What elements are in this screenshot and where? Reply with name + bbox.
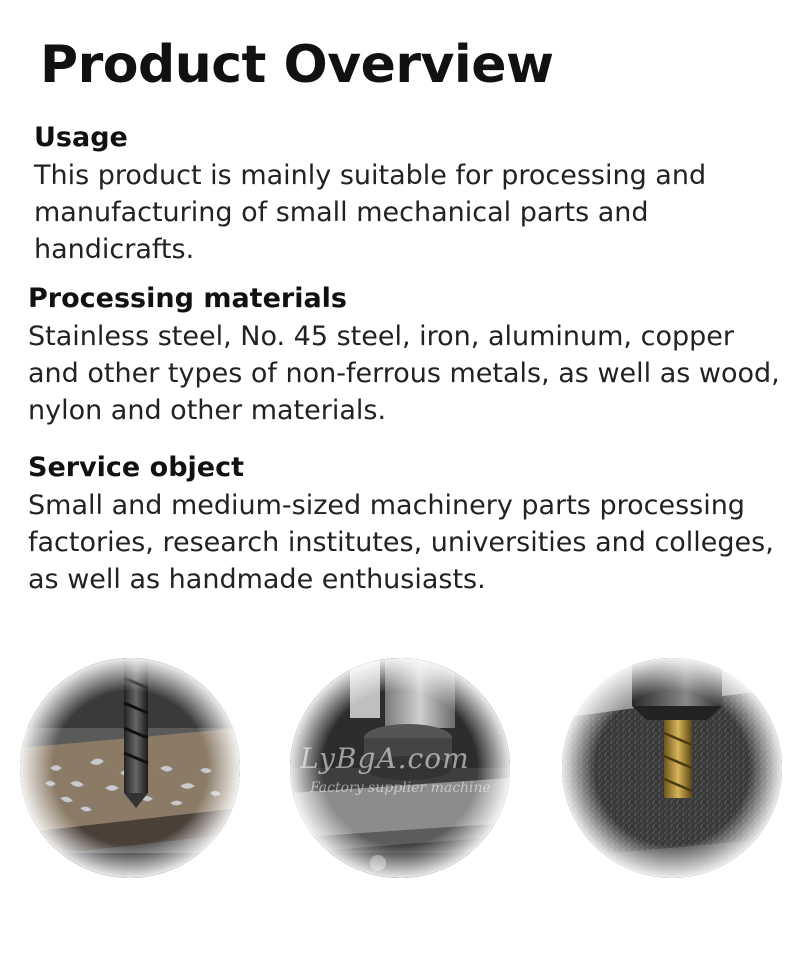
processing-materials-text: Stainless steel, No. 45 steel, iron, aluminum, copper and other types of non-ferrous metals, as well as wood, nylon and other materials. [28, 321, 780, 427]
watermark-subtext: Factory supplier machine [310, 780, 491, 796]
page-title: Product Overview [40, 35, 554, 95]
processing-materials-section [28, 281, 793, 429]
usage-section [34, 120, 774, 268]
usage-text: This product is mainly suitable for processing and manufacturing of small mechanical parts and handicrafts. [34, 160, 707, 266]
service-object-section [28, 450, 793, 598]
service-object-text: Small and medium-sized machinery parts processing factories, research institutes, universities and colleges, as well as handmade enthusiasts. [28, 490, 774, 596]
processing-materials-heading: Processing materials [28, 283, 348, 314]
drilling-photo [20, 658, 240, 878]
watermark-text: LyBgA.com [300, 742, 470, 775]
usage-heading: Usage [34, 122, 128, 153]
end-mill-photo [562, 658, 782, 878]
photo-gallery [0, 650, 800, 890]
service-object-heading: Service object [28, 452, 244, 483]
